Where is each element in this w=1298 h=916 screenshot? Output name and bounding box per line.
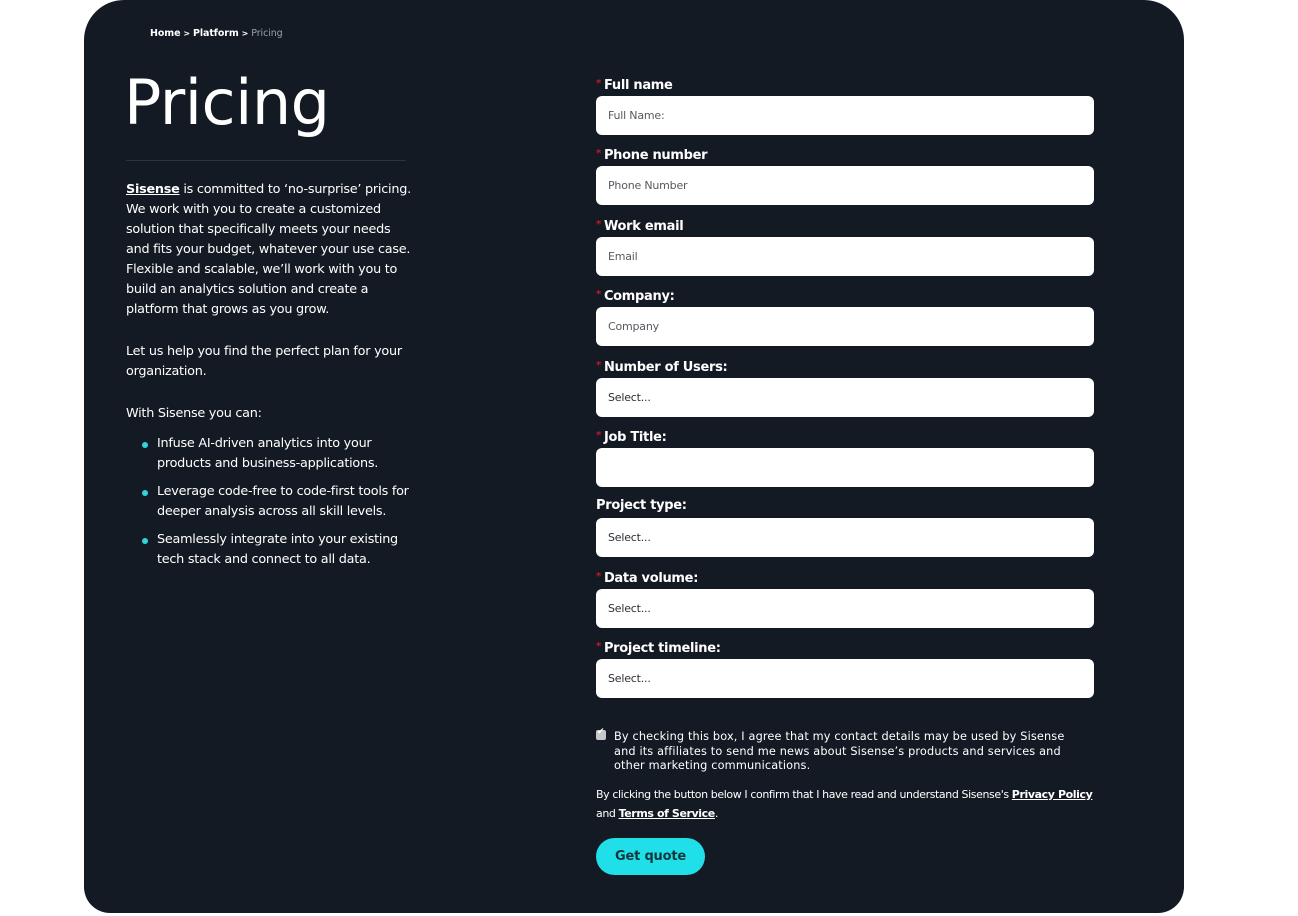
- field-company: [596, 285, 1094, 355]
- required-marker: *: [596, 218, 601, 230]
- data-volume-label: Data volume:: [603, 570, 699, 586]
- work-email-input[interactable]: [596, 237, 1094, 276]
- required-marker: *: [596, 359, 601, 371]
- full-name-input[interactable]: [596, 96, 1094, 135]
- consent-checkbox[interactable]: [596, 727, 606, 740]
- with-sisense-heading: With Sisense you can:: [126, 406, 262, 421]
- field-job-title: [596, 426, 1094, 496]
- job-title-input[interactable]: [596, 448, 1094, 487]
- feature-list: [126, 434, 411, 570]
- field-full-name: [596, 74, 1094, 144]
- sisense-link[interactable]: Sisense: [126, 182, 180, 197]
- number-of-users-label: Number of Users:: [603, 359, 728, 375]
- breadcrumb-platform[interactable]: Platform: [193, 28, 239, 39]
- breadcrumb: [150, 28, 283, 39]
- field-phone-number: [596, 144, 1094, 214]
- data-volume-select[interactable]: Select...: [596, 589, 1094, 628]
- get-quote-button[interactable]: Get quote: [596, 838, 705, 875]
- bullet-dot-icon: [142, 490, 148, 496]
- feature-item: Leverage code-free to code-first tools for deeper analysis across all skill levels.: [157, 482, 411, 522]
- intro-paragraph-text: is committed to ‘no-surprise’ pricing. We work with you to create a customized solution that specifically meets your needs and fits your budget, whatever your use case. Flexible and scalable, we’ll work with you to build an analytics solution and create a platform that grows as you grow.: [126, 182, 411, 317]
- breadcrumb-current: Pricing: [251, 28, 283, 39]
- required-marker: *: [596, 429, 601, 441]
- full-name-label: Full name: [603, 78, 673, 93]
- intro-section: [126, 180, 411, 578]
- company-label: Company:: [603, 289, 675, 305]
- feature-item: Seamlessly integrate into your existing tech stack and connect to all data.: [157, 530, 411, 570]
- plan-paragraph: Let us help you find the perfect plan for your organization.: [126, 344, 402, 379]
- feature-item: Infuse AI-driven analytics into your products and business-applications.: [157, 434, 411, 474]
- required-marker: *: [596, 570, 601, 582]
- project-type-select[interactable]: Select...: [596, 518, 1094, 557]
- legal-notice: By clicking the button below I confirm that I have read and understand Sisense's Privacy Policy and Terms of Service.: [596, 788, 1093, 820]
- field-project-timeline: [596, 637, 1094, 707]
- breadcrumb-separator: >: [183, 29, 191, 38]
- marketing-consent: [596, 727, 1086, 774]
- terms-of-service-link[interactable]: Terms of Service: [618, 807, 715, 820]
- page-title: Pricing: [124, 66, 330, 139]
- phone-number-input[interactable]: [596, 166, 1094, 205]
- company-input[interactable]: [596, 307, 1094, 346]
- number-of-users-select[interactable]: Select...: [596, 378, 1094, 417]
- breadcrumb-separator: >: [241, 29, 249, 38]
- bullet-dot-icon: [142, 442, 148, 448]
- field-number-of-users: [596, 356, 1094, 426]
- title-divider: [126, 160, 406, 161]
- required-marker: *: [596, 148, 601, 160]
- pricing-form: [596, 74, 1094, 708]
- phone-number-label: Phone number: [603, 148, 708, 164]
- required-marker: *: [596, 78, 601, 89]
- project-timeline-label: Project timeline:: [603, 641, 721, 657]
- required-marker: *: [596, 289, 601, 301]
- intro-paragraph: [126, 180, 411, 320]
- bullet-dot-icon: [142, 538, 148, 544]
- checkmark-icon: ✔: [597, 727, 605, 737]
- work-email-label: Work email: [603, 218, 684, 234]
- required-marker: *: [596, 641, 601, 653]
- breadcrumb-home[interactable]: Home: [150, 28, 181, 39]
- field-work-email: [596, 215, 1094, 285]
- field-project-type: [596, 496, 1094, 566]
- consent-text: By checking this box, I agree that my contact details may be used by Sisense and its affiliates to send me news about Sisense’s products and services and other marketing communications.: [614, 730, 1065, 773]
- field-data-volume: [596, 567, 1094, 637]
- privacy-policy-link[interactable]: Privacy Policy: [1011, 788, 1093, 801]
- project-type-label: Project type:: [596, 498, 687, 514]
- job-title-label: Job Title:: [603, 429, 667, 445]
- project-timeline-select[interactable]: Select...: [596, 659, 1094, 698]
